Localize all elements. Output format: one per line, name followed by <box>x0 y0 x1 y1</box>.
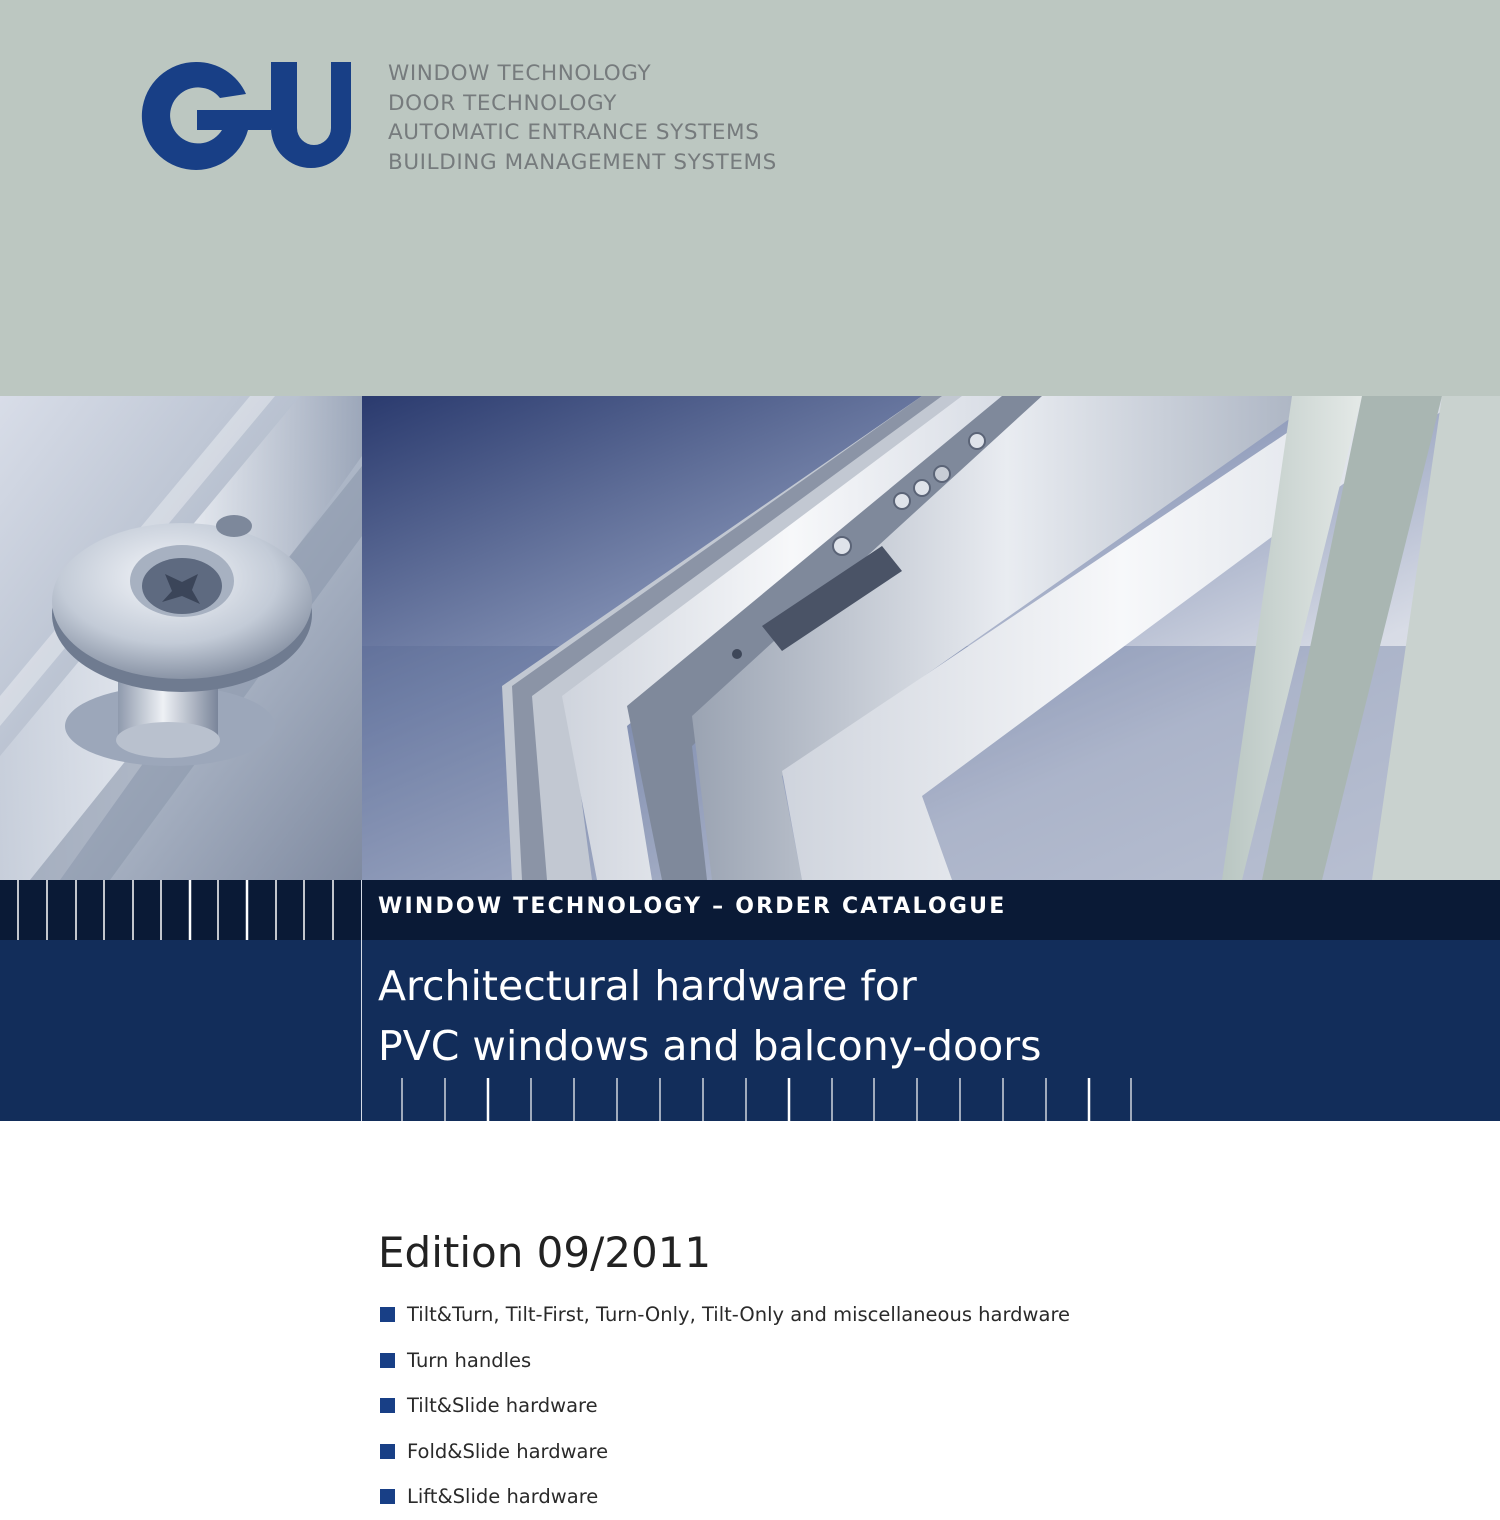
square-bullet-icon <box>380 1398 395 1413</box>
band-divider <box>361 880 362 1121</box>
cover-header <box>0 0 1500 396</box>
list-item-label: Fold&Slide hardware <box>407 1439 609 1463</box>
square-bullet-icon <box>380 1489 395 1504</box>
catalogue-title <box>378 956 1041 1076</box>
catalogue-subtitle: WINDOW TECHNOLOGY – ORDER CATALOGUE <box>378 894 1007 919</box>
window-profile-photo <box>362 396 1500 880</box>
list-item <box>380 1474 1070 1520</box>
list-item <box>380 1338 1070 1384</box>
tagline-item: AUTOMATIC ENTRANCE SYSTEMS <box>388 120 760 145</box>
square-bullet-icon <box>380 1307 395 1322</box>
ruler-ticks-bottom <box>360 1078 1140 1121</box>
tagline-item: DOOR TECHNOLOGY <box>388 90 617 116</box>
list-item-label: Tilt&Slide hardware <box>407 1394 598 1418</box>
tagline-item: BUILDING MANAGEMENT SYSTEMS <box>388 149 777 175</box>
contents-list <box>380 1292 1070 1520</box>
tagline-list <box>388 59 777 177</box>
list-item <box>380 1383 1070 1429</box>
gu-logo <box>140 60 352 172</box>
hardware-bolt-photo <box>0 396 362 880</box>
square-bullet-icon <box>380 1353 395 1368</box>
ruler-ticks-left <box>0 880 362 940</box>
edition-heading: Edition 09/2011 <box>378 1228 712 1277</box>
title-line-2: PVC windows and balcony-doors <box>378 1022 1042 1070</box>
tagline-item: WINDOW TECHNOLOGY <box>388 61 652 86</box>
list-item-label: Tilt&Turn, Tilt-First, Turn-Only, Tilt-Only and miscellaneous hardware <box>407 1303 1071 1327</box>
list-item <box>380 1429 1070 1475</box>
list-item <box>380 1292 1070 1338</box>
logo-text: G-U <box>140 60 142 61</box>
list-item-label: Turn handles <box>407 1348 532 1372</box>
title-line-1: Architectural hardware for <box>378 962 917 1010</box>
list-item-label: Lift&Slide hardware <box>407 1485 599 1509</box>
square-bullet-icon <box>380 1444 395 1459</box>
